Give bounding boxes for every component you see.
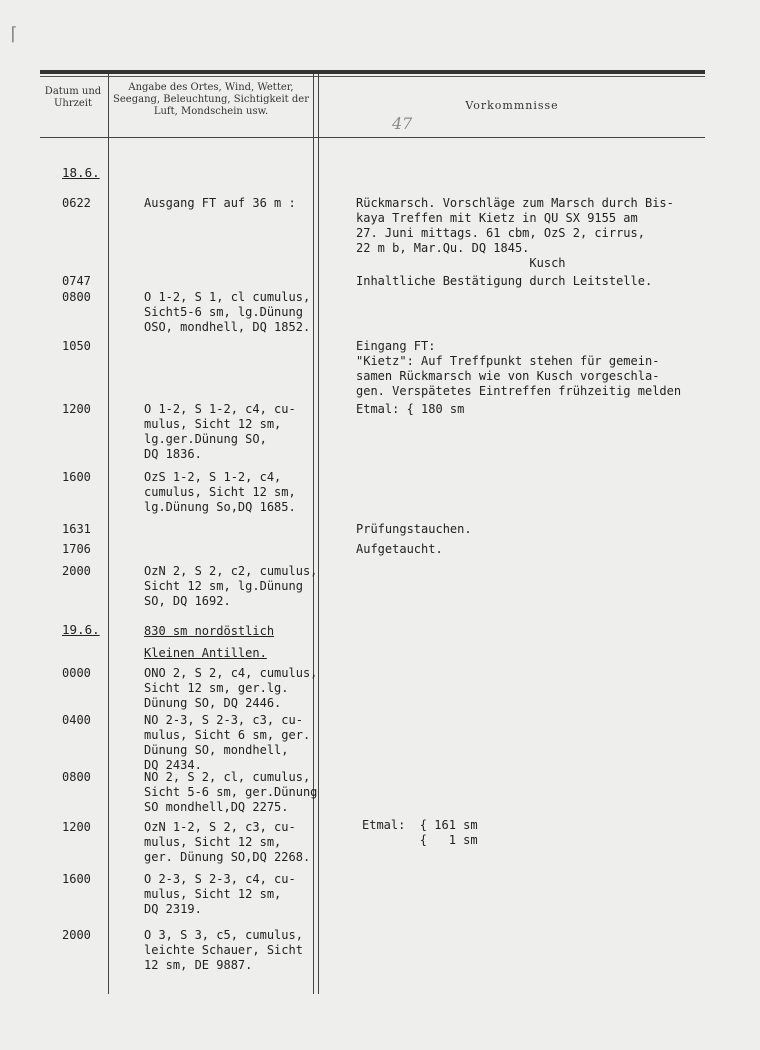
time-0747: 0747 bbox=[62, 274, 91, 288]
page-number-pencil: 47 bbox=[392, 114, 413, 133]
time-0400: 0400 bbox=[62, 713, 91, 727]
angabe-2000-b: O 3, S 3, c5, cumulus, leichte Schauer, Sicht 12 sm, DE 9887. bbox=[144, 928, 303, 972]
time-0622: 0622 bbox=[62, 196, 91, 210]
angabe-0800-a: O 1-2, S 1, cl cumulus, Sicht5-6 sm, lg.Dünung OSO, mondhell, DQ 1852. bbox=[144, 290, 311, 334]
header-angabe: Angabe des Ortes, Wind, Wetter, Seegang, Beleuchtung, Sichtigkeit der Luft, Mondschein usw. bbox=[113, 82, 309, 117]
header-rule-thick bbox=[40, 70, 705, 74]
angabe-2000-a: OzN 2, S 2, c2, cumulus, Sicht 12 sm, lg.Dünung SO, DQ 1692. bbox=[144, 564, 318, 608]
angabe-1600-b: O 2-3, S 2-3, c4, cu- mulus, Sicht 12 sm, DQ 2319. bbox=[144, 872, 296, 916]
header-bottom-rule bbox=[40, 137, 705, 138]
angabe-1600-a: OzS 1-2, S 1-2, c4, cumulus, Sicht 12 sm, lg.Dünung So,DQ 1685. bbox=[144, 470, 296, 514]
time-1706: 1706 bbox=[62, 542, 91, 556]
time-1050: 1050 bbox=[62, 339, 91, 353]
time-2000-b: 2000 bbox=[62, 928, 91, 942]
column-divider-2a bbox=[313, 74, 314, 994]
vork-0622: Rückmarsch. Vorschläge zum Marsch durch Bis- kaya Treffen mit Kietz in QU SX 9155 am 27. Juni mittags. 61 cbm, OzS 2, cirrus, 22 m b, Mar.Qu. DQ 1845. Kusch bbox=[356, 196, 674, 270]
vork-1706: Aufgetaucht. bbox=[356, 542, 443, 556]
time-1631: 1631 bbox=[62, 522, 91, 536]
angabe-0400: NO 2-3, S 2-3, c3, cu- mulus, Sicht 6 sm, ger. Dünung SO, mondhell, DQ 2434. bbox=[144, 713, 311, 772]
angabe-0622: Ausgang FT auf 36 m : bbox=[144, 196, 296, 210]
angabe-1200-b: OzN 1-2, S 2, c3, cu- mulus, Sicht 12 sm, ger. Dünung SO,DQ 2268. bbox=[144, 820, 311, 864]
page-corner-mark: ⌈ bbox=[8, 24, 19, 45]
vork-1631: Prüfungstauchen. bbox=[356, 522, 472, 536]
date-19-6: 19.6. bbox=[62, 622, 100, 637]
vork-0747: Inhaltliche Bestätigung durch Leitstelle. bbox=[356, 274, 653, 288]
vork-1050: Eingang FT: "Kietz": Auf Treffpunkt stehen für gemein- samen Rückmarsch wie von Kusch vorgeschla- gen. Verspätetes Eintreffen frühzeitig melden bbox=[356, 339, 682, 398]
time-1200-b: 1200 bbox=[62, 820, 91, 834]
angabe-0800-b: NO 2, S 2, cl, cumulus, Sicht 5-6 sm, ger.Dünung SO mondhell,DQ 2275. bbox=[144, 770, 318, 814]
header-rule-thin bbox=[40, 76, 705, 77]
angabe-19-6-position: 830 sm nordöstlich Kleinen Antillen. bbox=[144, 624, 275, 660]
angabe-0000: ONO 2, S 2, c4, cumulus, Sicht 12 sm, ger.lg. Dünung SO, DQ 2446. bbox=[144, 666, 318, 710]
time-1200-a: 1200 bbox=[62, 402, 91, 416]
time-1600-b: 1600 bbox=[62, 872, 91, 886]
angabe-1200-a: O 1-2, S 1-2, c4, cu- mulus, Sicht 12 sm, lg.ger.Dünung SO, DQ 1836. bbox=[144, 402, 296, 461]
header-datum: Datum und Uhrzeit bbox=[44, 86, 102, 109]
column-divider-2b bbox=[318, 74, 319, 994]
column-divider-1 bbox=[108, 74, 109, 994]
time-1600-a: 1600 bbox=[62, 470, 91, 484]
time-2000-a: 2000 bbox=[62, 564, 91, 578]
time-0800-a: 0800 bbox=[62, 290, 91, 304]
date-18-6: 18.6. bbox=[62, 165, 100, 180]
vork-1200-a: Etmal: { 180 sm bbox=[356, 402, 465, 416]
time-0800-b: 0800 bbox=[62, 770, 91, 784]
time-0000: 0000 bbox=[62, 666, 91, 680]
vork-1200-b: Etmal: { 161 sm { 1 sm bbox=[362, 818, 478, 847]
header-vorkommnisse: Vorkommnisse bbox=[465, 99, 559, 112]
